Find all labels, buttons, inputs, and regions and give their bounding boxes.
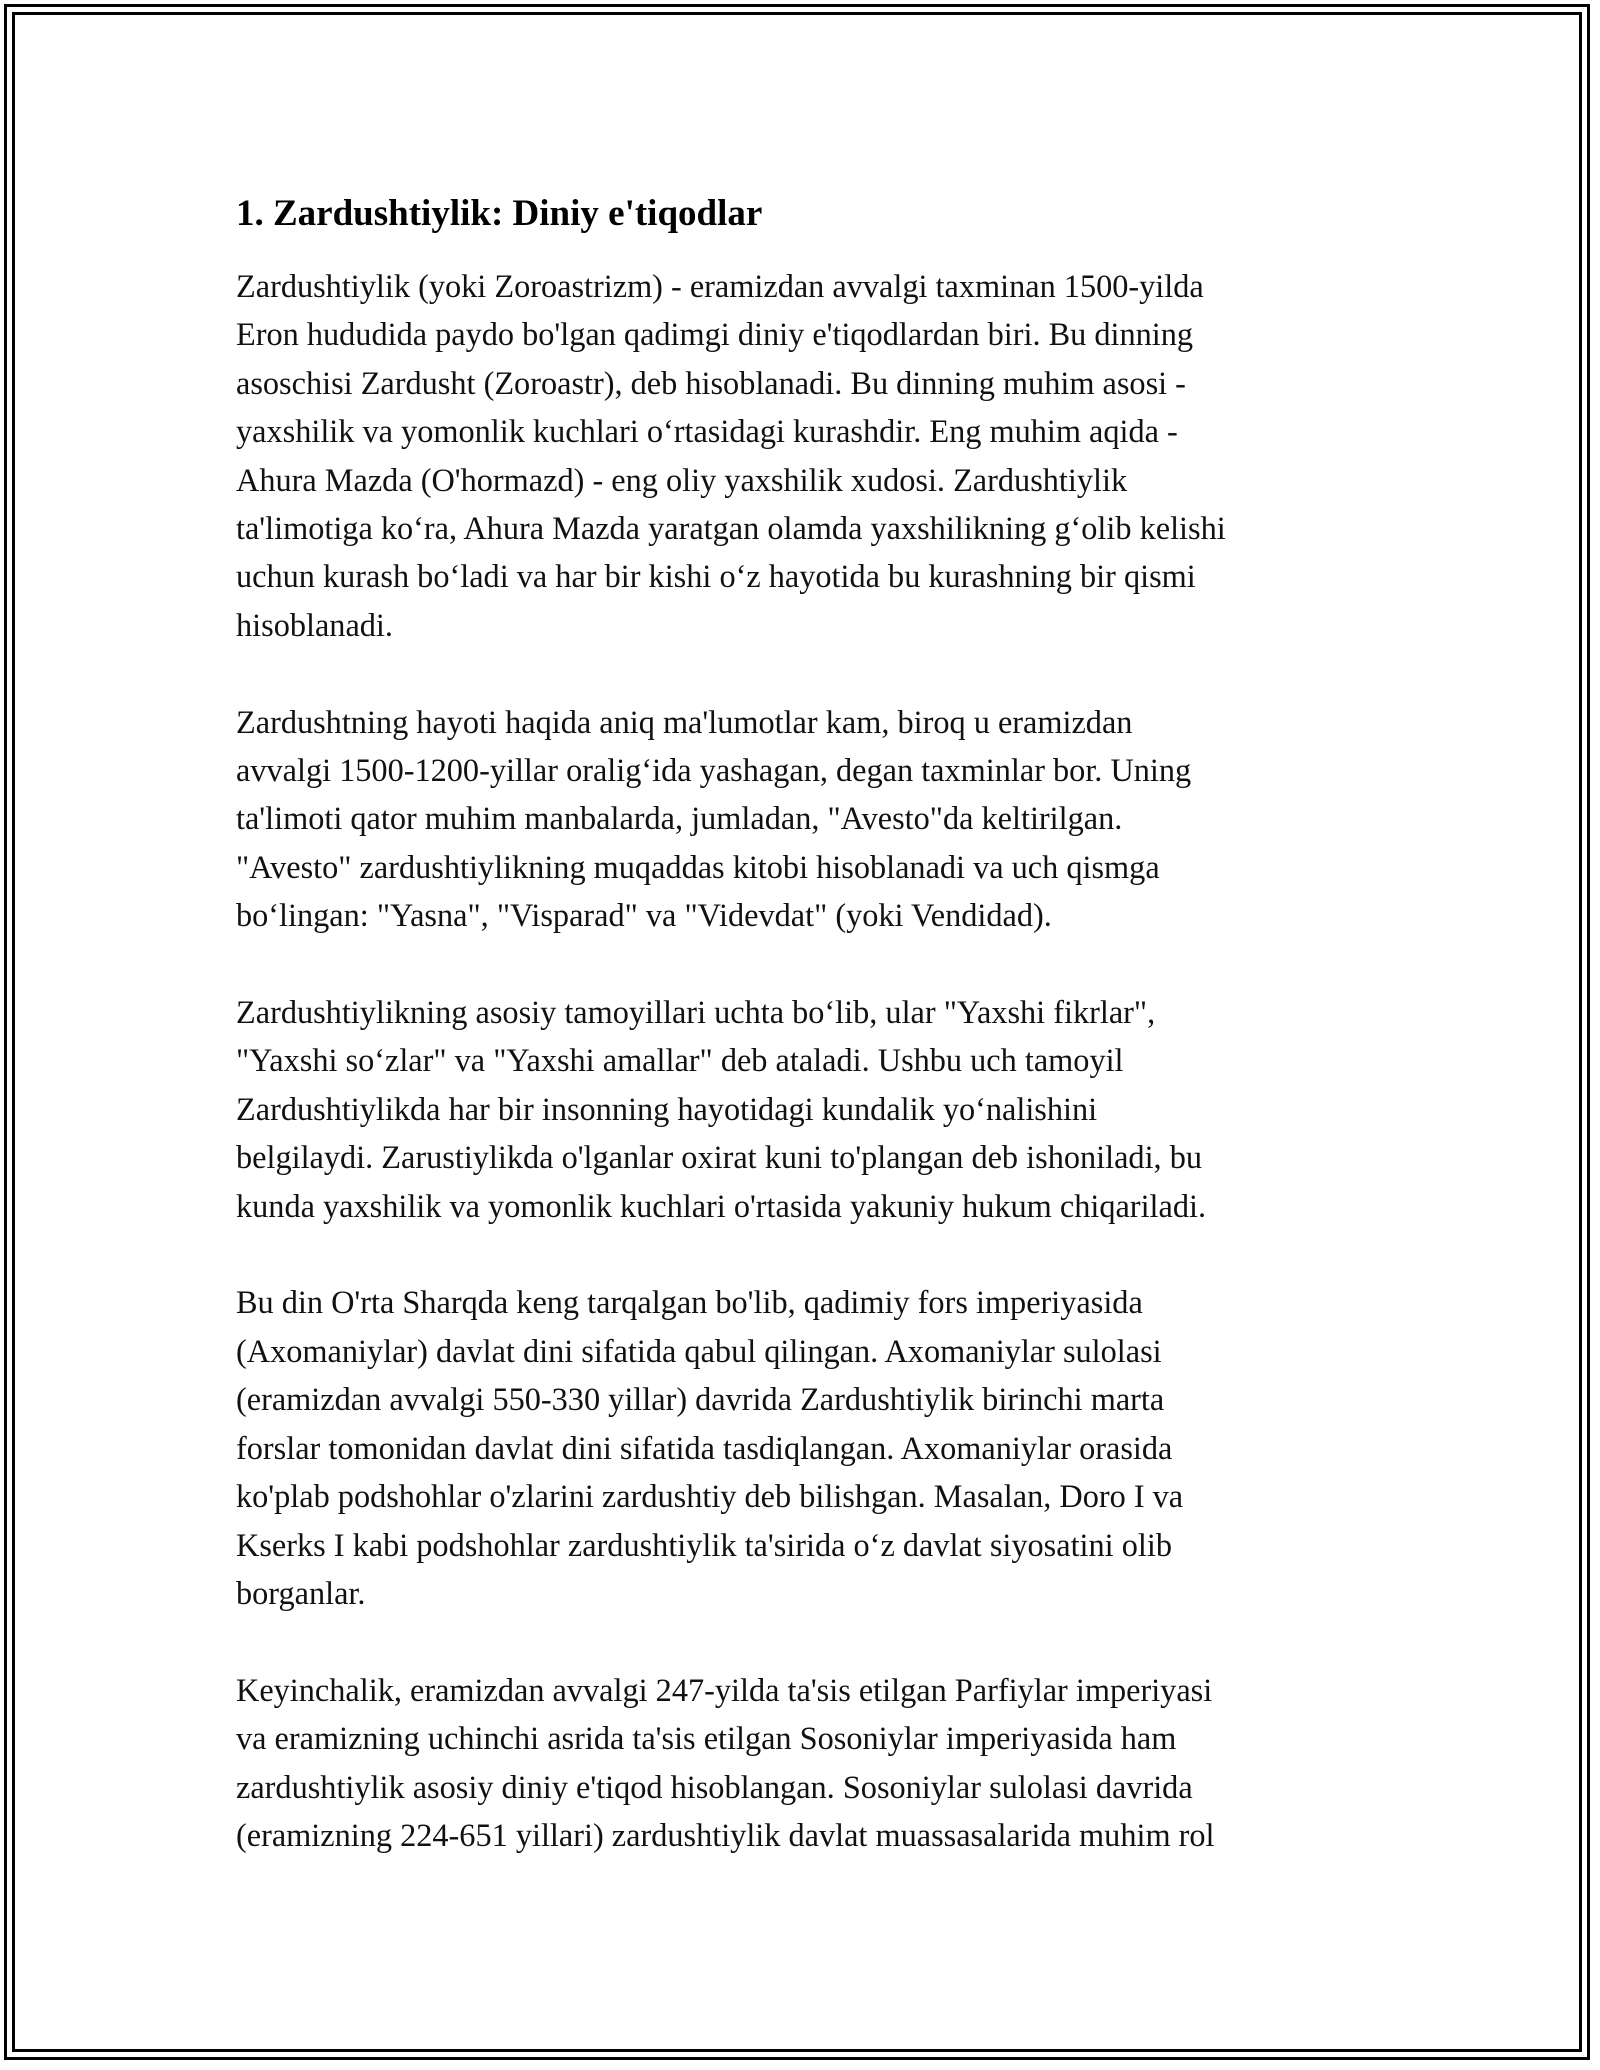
- text-line: asoschisi Zardusht (Zoroastr), deb hisoblanadi. Bu dinning muhim asosi -: [236, 364, 1186, 401]
- text-line: va eramizning uchinchi asrida ta'sis etilgan Sosoniylar imperiyasida ham: [236, 1720, 1177, 1757]
- text-line: Zardushtiylikda har bir insonning hayotidagi kundalik yo‘nalishini: [236, 1090, 1098, 1127]
- text-line: hisoblanadi.: [236, 606, 393, 643]
- text-line: (eramizdan avvalgi 550-330 yillar) davrida Zardushtiylik birinchi marta: [236, 1381, 1165, 1418]
- text-line: Ahura Mazda (O'hormazd) - eng oliy yaxshilik xudosi. Zardushtiylik: [236, 461, 1128, 498]
- paragraph: [236, 1666, 1376, 1860]
- section-heading: 1. Zardushtiylik: Diniy e'tiqodlar: [236, 193, 763, 234]
- text-line: Zardushtning hayoti haqida aniq ma'lumotlar kam, biroq u eramizdan: [236, 703, 1133, 740]
- text-line: bo‘lingan: "Yasna", "Visparad" va "Videvdat" (yoki Vendidad).: [236, 897, 1052, 934]
- document-body: [236, 186, 1376, 1908]
- text-line: ta'limoti qator muhim manbalarda, jumladan, "Avesto"da keltirilgan.: [236, 800, 1123, 837]
- text-line: forslar tomonidan davlat dini sifatida tasdiqlangan. Axomaniylar orasida: [236, 1429, 1173, 1466]
- text-line: ko'plab podshohlar o'zlarini zardushtiy deb bilishgan. Masalan, Doro I va: [236, 1478, 1184, 1515]
- text-line: avvalgi 1500-1200-yillar oralig‘ida yashagan, degan taxminlar bor. Uning: [236, 752, 1192, 789]
- text-line: belgilaydi. Zarustiylikda o'lganlar oxirat kuni to'plangan deb ishoniladi, bu: [236, 1139, 1202, 1176]
- text-line: yaxshilik va yomonlik kuchlari o‘rtasidagi kurashdir. Eng muhim aqida -: [236, 413, 1178, 450]
- text-line: Keyinchalik, eramizdan avvalgi 247-yilda ta'sis etilgan Parfiylar imperiyasi: [236, 1671, 1213, 1708]
- paragraph-list: [236, 262, 1376, 1859]
- paragraph: [236, 262, 1376, 649]
- text-line: (eramizning 224-651 yillari) zardushtiylik davlat muassasalarida muhim rol: [236, 1816, 1215, 1853]
- text-line: Zardushtiylik (yoki Zoroastrizm) - eramizdan avvalgi taxminan 1500-yilda: [236, 268, 1204, 304]
- text-line: "Avesto" zardushtiylikning muqaddas kitobi hisoblanadi va uch qismga: [236, 848, 1160, 885]
- text-line: Eron hududida paydo bo'lgan qadimgi diniy e'tiqodlardan biri. Bu dinning: [236, 316, 1194, 353]
- paragraph: [236, 988, 1376, 1230]
- text-line: kunda yaxshilik va yomonlik kuchlari o'rtasida yakuniy hukum chiqariladi.: [236, 1187, 1207, 1224]
- text-line: "Yaxshi so‘zlar" va "Yaxshi amallar" deb ataladi. Ushbu uch tamoyil: [236, 1042, 1124, 1079]
- text-line: borganlar.: [236, 1574, 366, 1611]
- paragraph: [236, 698, 1376, 940]
- text-line: Bu din O'rta Sharqda keng tarqalgan bo'lib, qadimiy fors imperiyasida: [236, 1284, 1143, 1321]
- text-line: (Axomaniylar) davlat dini sifatida qabul qilingan. Axomaniylar sulolasi: [236, 1332, 1162, 1369]
- paragraph: [236, 1278, 1376, 1617]
- text-line: Zardushtiylikning asosiy tamoyillari uchta bo‘lib, ular "Yaxshi fikrlar",: [236, 994, 1156, 1031]
- text-line: ta'limotiga ko‘ra, Ahura Mazda yaratgan olamda yaxshilikning g‘olib kelishi: [236, 510, 1226, 547]
- text-line: Kserks I kabi podshohlar zardushtiylik ta'sirida o‘z davlat siyosatini olib: [236, 1526, 1172, 1563]
- text-line: zardushtiylik asosiy diniy e'tiqod hisoblangan. Sosoniylar sulolasi davrida: [236, 1768, 1193, 1805]
- text-line: uchun kurash bo‘ladi va har bir kishi o‘z hayotida bu kurashning bir qismi: [236, 558, 1196, 595]
